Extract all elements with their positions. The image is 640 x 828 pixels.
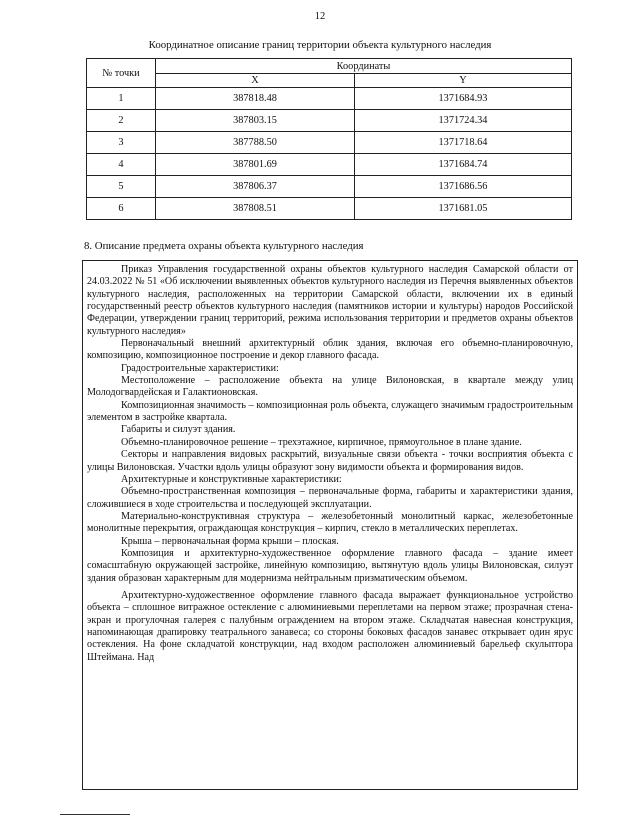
paragraph-spatial-composition: Объемно-пространственная композиция – первоначальные форма, габариты и характеристики здания, сложившиеся в ходе строительства и последующей эксплуатации. [87,486,573,510]
cell-point-number: 4 [87,154,156,176]
table-row [87,110,572,132]
footer-divider [60,814,130,815]
table-title: Координатное описание границ территории объекта культурного наследия [148,39,492,51]
cell-x: 387801.69 [156,154,355,176]
paragraph-urban-heading: Градостроительные характеристики: [121,362,279,374]
header-coordinates: Координаты [156,59,572,74]
table-row [87,154,572,176]
table-row [87,176,572,198]
table-subheader-row [87,74,572,88]
cell-y: 1371684.74 [355,154,572,176]
section-heading: 8. Описание предмета охраны объекта культурного наследия [84,240,364,252]
cell-point-number: 6 [87,198,156,220]
cell-x: 387808.51 [156,198,355,220]
cell-x: 387806.37 [156,176,355,198]
paragraph-view-sectors: Секторы и направления видовых раскрытий, визуальные связи объекта - точки восприятия объекта с улицы Вилоновская. Участки вдоль улицы образуют зону видимости объекта и формирования видов. [87,449,573,473]
paragraph-facade-composition: Композиция и архитектурно-художественное оформление главного фасада – здание имеет сомасштабную окружающей застройке, линейную композицию, вытянутую вдоль улицы Вилоновская, силуэт здания образован характерным для модернизма нейтральным призматическим объемом. [87,547,573,584]
paragraph-roof: Крыша – первоначальная форма крыши – плоская. [121,535,339,547]
cell-x: 387803.15 [156,110,355,132]
table-row [87,198,572,220]
header-x: X [156,74,355,88]
paragraph-facade-decoration: Архитектурно-художественное оформление главного фасада выражает функциональное устройство объекта – сплошное витражное остекление с алюминиевыми переплетами на первом этаже; прозрачная стена-экран и прогулочная галерея с палубным ограждением на втором этаже. Складчатая навесная конструкция, напоминающая драпировку театрального занавеса; со стороны боковых фасадов занавес открывает один ярус остекления. На фоне складчатой конструкции, над входом расположен алюминиевый барельеф скульптора Штеймана. Над [87,589,573,663]
cell-point-number: 2 [87,110,156,132]
header-point-number: № точки [87,59,156,88]
paragraph-structure: Материально-конструктивная структура – железобетонный монолитный каркас, железобетонные монолитные перекрытия, ограждающая конструкция – кирпич, стекло в металлических переплетах. [87,510,573,535]
cell-point-number: 3 [87,132,156,154]
cell-x: 387818.48 [156,88,355,110]
cell-y: 1371684.93 [355,88,572,110]
header-y: Y [355,74,572,88]
paragraph-appearance: Первоначальный внешний архитектурный облик здания, включая его объемно-планировочную, композицию, композиционное построение и декор главного фасада. [87,338,573,362]
cell-y: 1371686.56 [355,176,572,198]
cell-y: 1371718.64 [355,132,572,154]
page-number: 12 [314,11,326,22]
cell-point-number: 5 [87,176,156,198]
coordinates-table [86,58,572,220]
table-header-row [87,59,572,74]
table-row [87,88,572,110]
paragraph-order-reference: Приказ Управления государственной охраны объектов культурного наследия Самарской области от 24.03.2022 № 51 «Об исключении выявленных объектов культурного наследия из Перечня выявленных объектов культурного наследия, расположенных на территории Самарской области, включении их в единый государственный реестр объектов культурного наследия (памятников истории и культуры) народов Российской Федерации, утверждении границ территорий, режима использования территории и предметов охраны объектов культурного наследия» [87,264,573,337]
paragraph-plan-solution: Объемно-планировочное решение – трехэтажное, кирпичное, прямоугольное в плане здание. [121,436,522,448]
paragraph-location: Местоположение – расположение объекта на улице Вилоновская, в квартале между улиц Молодогвардейская и Галактионовская. [87,375,573,399]
paragraph-architectural-heading: Архитектурные и конструктивные характеристики: [121,473,342,485]
cell-point-number: 1 [87,88,156,110]
protection-subject-description [82,260,578,790]
cell-y: 1371681.05 [355,198,572,220]
cell-y: 1371724.34 [355,110,572,132]
table-row [87,132,572,154]
paragraph-dimensions: Габариты и силуэт здания. [121,424,236,436]
paragraph-significance: Композиционная значимость – композиционная роль объекта, служащего значимым градостроительным элементом в застройке квартала. [87,399,573,424]
cell-x: 387788.50 [156,132,355,154]
